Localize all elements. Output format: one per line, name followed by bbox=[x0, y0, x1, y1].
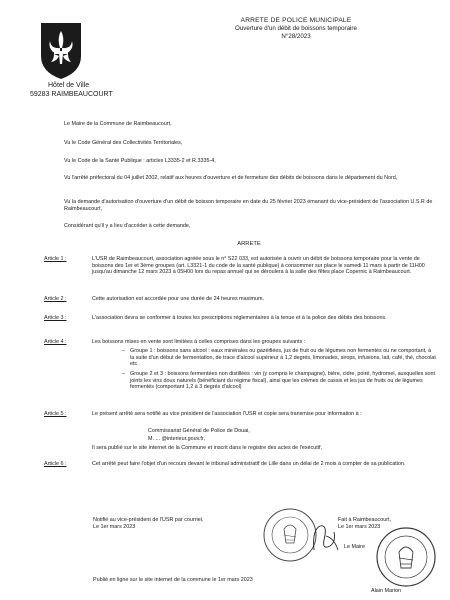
article-2-label: Article 2 : bbox=[44, 296, 67, 302]
document-header bbox=[196, 17, 396, 41]
signature-place: Fait à Raimbeaucourt, bbox=[338, 517, 392, 523]
notified-date: Le 1er mars 2023 bbox=[93, 523, 136, 530]
signatory-name: Alain Marion bbox=[371, 588, 401, 594]
arrete-heading: ARRETE bbox=[237, 241, 261, 247]
group-1-item: – Groupe 1 : boissons sans alcool : eaux minérales ou gazéifiées, jus de fruit ou de légumes non fermentés ou ne comportant, à la suite d'un début de fermentation, de trace d'alcool supérieur à 1,2 degrés, limonades, sirops, infusions, lait, café, thé, chocolat etc. bbox=[130, 348, 436, 368]
article-3-text: L'association devra se conformer à toutes les prescriptions réglementaires à la tenue et à la police des débits des boissons. bbox=[92, 315, 387, 321]
group-2-3-item: – Groupe 2 et 3 : boissons fermentées non distillées : vin (y compris le champagne), bière, cidre, poiré, hydromel, auxquelles sont joints les vins doux naturels (bénéficiant du régime fiscal), ainsi que les crèmes de cassis et les jus de fruits ou de légumes fermentés (comportant 1,2 à 3 degrés d'alcool) bbox=[130, 371, 436, 391]
article-5-text: Le présent arrêté sera notifié au vice président de l'association l'USR et copie sera transmise pour information à : bbox=[92, 411, 362, 417]
article-5-label: Article 5 : bbox=[44, 411, 67, 417]
preamble-considering: Considérant qu'il y a lieu d'accéder à cette demande, bbox=[64, 223, 191, 229]
preamble-cgct: Vu le Code Général des Collectivités Territoriales, bbox=[64, 140, 183, 146]
publication-note: Il sera publié sur le site internet de la Commune et inscrit dans le registre des actes de l'exécutif, bbox=[92, 445, 322, 451]
article-4-text: Les boissons mises en vente sont limitées à celles comprises dans les groupes suivants : bbox=[92, 339, 306, 345]
document-number: N°28/2023 bbox=[281, 33, 311, 40]
preamble-prefectoral: Vu l'arrêté préfectoral du 04 juillet 2002, relatif aux heures d'ouverture et de fermeture des débits de boissons dans le département du Nord, bbox=[64, 175, 398, 181]
article-2-text: Cette autorisation est accordée pour une durée de 24 heures maximum. bbox=[92, 296, 265, 302]
preamble-request: Vu la demande d'autorisation d'ouverture d'un débit de boisson temporaire en date du 25 février 2023 émanant du vice-président de l'association U.S.R de Raimbeaucourt, bbox=[64, 199, 433, 212]
preamble-mayor: Le Maire de la Commune de Raimbeaucourt, bbox=[64, 121, 172, 127]
recipient-2: M. ... @interieur.gouv.fr, bbox=[148, 436, 205, 442]
article-3-label: Article 3 : bbox=[44, 315, 67, 321]
recipient-1: Commissariat Général de Police de Douai, bbox=[148, 428, 250, 434]
document-title: ARRETE DE POLICE MUNICIPALE bbox=[240, 17, 352, 24]
signature-role: Le Maire bbox=[344, 544, 365, 551]
signature-date: Le 1er mars 2023 bbox=[338, 523, 381, 530]
article-6-label: Article 6 : bbox=[44, 461, 67, 467]
town-postcode-name: 59283 RAIMBEAUCOURT bbox=[30, 91, 113, 98]
notified-block bbox=[93, 517, 243, 530]
article-1-label: Article 1 : bbox=[44, 256, 67, 262]
article-4-label: Article 4 : bbox=[44, 339, 67, 345]
town-crest-icon bbox=[40, 22, 82, 80]
article-6-text: Cet arrêté peut faire l'objet d'un recours devant le tribunal administratif de Lille dans un délai de 2 mois à compter de sa publication. bbox=[92, 461, 406, 467]
notified-line: Notifié au vice-président de l'USR par courriel, bbox=[93, 517, 204, 523]
preamble-csp: Vu le Code de la Santé Publique : articles L3335-2 et R.3335-4, bbox=[64, 158, 216, 164]
municipality-address bbox=[30, 81, 120, 99]
publication-footer: Publié en ligne sur le site internet de la commune le 1er mars 2023 bbox=[93, 577, 253, 583]
mairie-stamp-right-icon bbox=[375, 526, 437, 588]
document-subtitle: Ouverture d'un débit de boissons temporaire bbox=[235, 25, 357, 32]
town-hall-label: Hôtel de Ville bbox=[48, 82, 90, 89]
article-1-text: L'USR de Raimbeaucourt, association agréée sous le n° S22 033, est autorisée à ouvrir un débit de boissons temporaire pour la vente de boissons des 1er et 3ème groupes (art. L3321-1 du code de la santé publique) à consommer sur place le samedi 11 mars à partir de 11H00 jusqu'au dimanche 12 mars 2023 à 05H00 lors du repas annuel qui se déroulera à la salle des fêtes place Copernic à Raimbeaucourt. bbox=[92, 256, 425, 276]
